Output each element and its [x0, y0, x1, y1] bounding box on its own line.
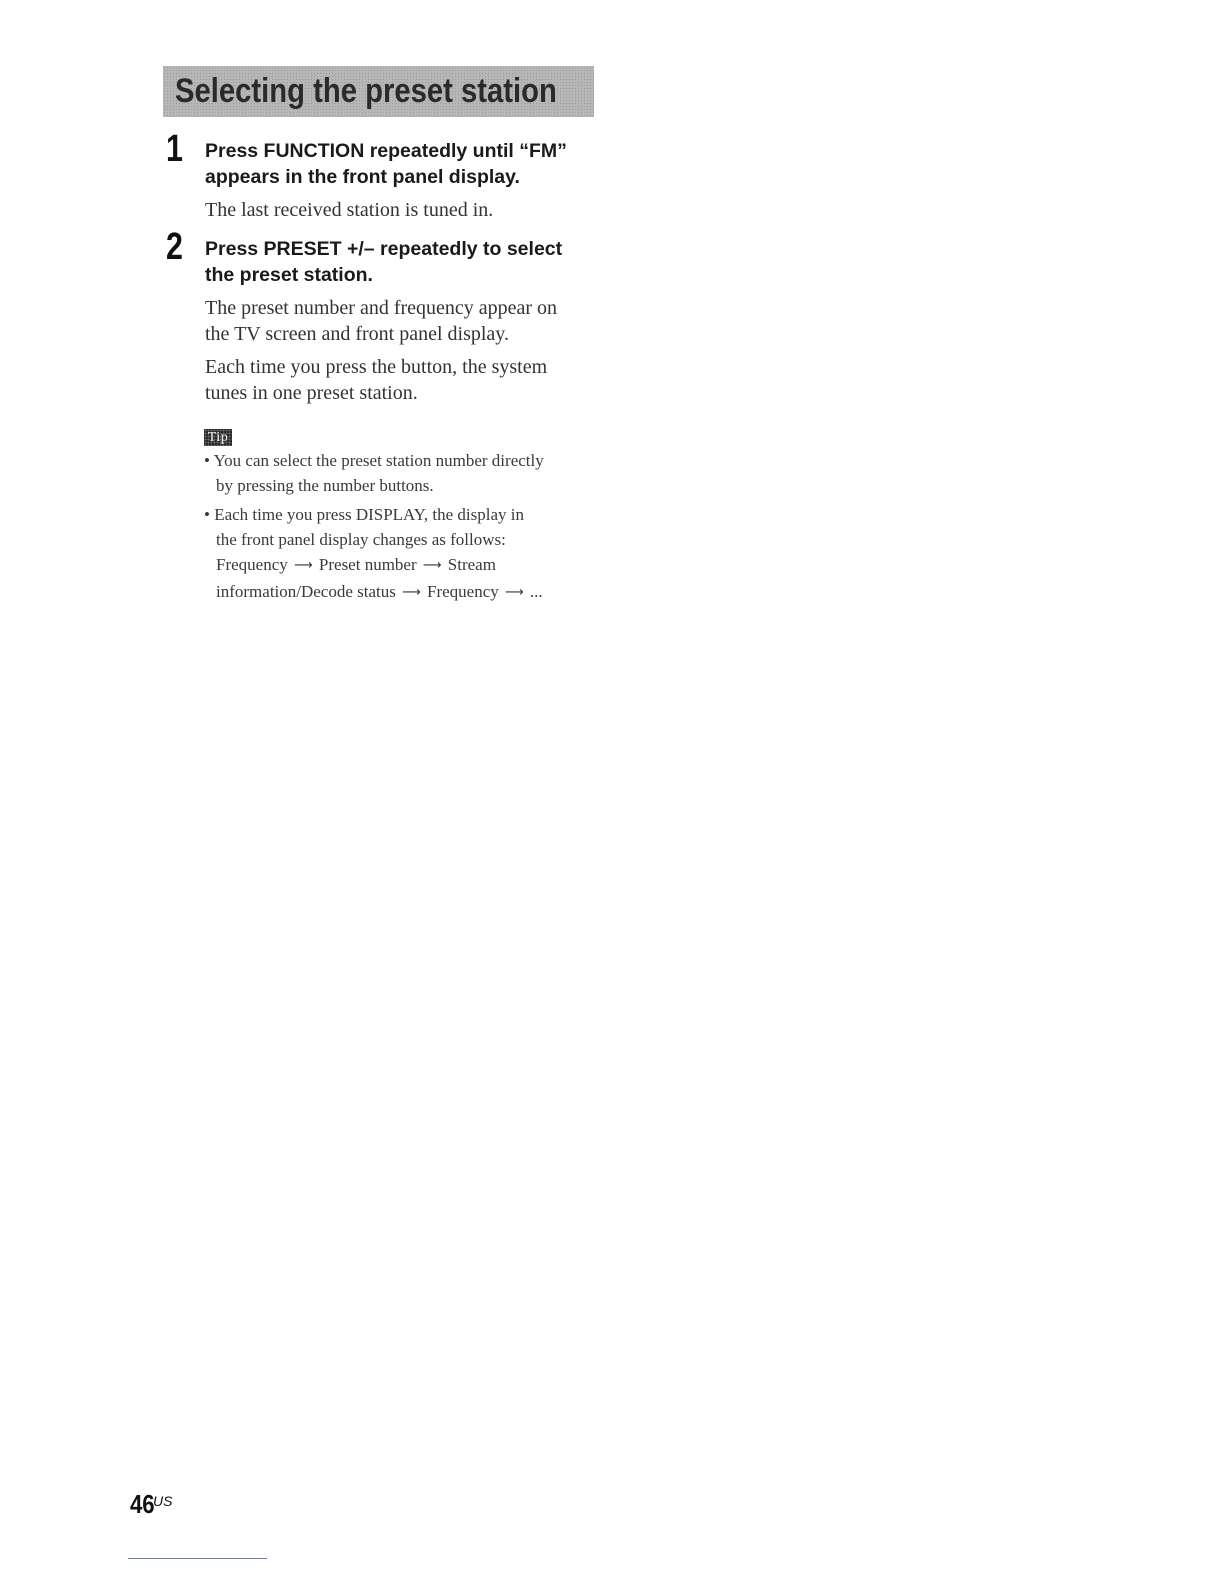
step-1-heading [205, 138, 605, 190]
right-arrow-icon: ⟶ [294, 558, 313, 573]
right-arrow-icon: ⟶ [422, 558, 442, 573]
sequence-item: ... [529, 582, 543, 601]
step-1-heading-line: appears in the front panel display. [205, 166, 520, 188]
step-2-heading [205, 236, 605, 288]
tip-line: • Each time you press DISPLAY, the display in [204, 505, 524, 524]
section-header [163, 66, 594, 117]
page-number: 46 [130, 1489, 155, 1519]
step-2-body-line: The preset number and frequency appear on [205, 297, 558, 319]
tip-badge: Tip [204, 429, 232, 446]
page-suffix: US [153, 1493, 173, 1509]
section-title: Selecting the preset station [175, 72, 557, 110]
step-number-2: 2 [166, 226, 183, 268]
footer-rule [128, 1558, 267, 1559]
sequence-item: Preset number [318, 555, 417, 574]
tip-item [204, 448, 616, 498]
tip-line: the front panel display changes as follows: [216, 530, 506, 549]
right-arrow-icon: ⟶ [402, 585, 421, 600]
tip-sequence-line [216, 579, 616, 606]
tip-line: by pressing the number buttons. [216, 476, 434, 495]
step-2-body-line: Each time you press the button, the system [205, 356, 548, 378]
tip-line: • You can select the preset station number directly [204, 451, 544, 470]
tip-item [204, 502, 616, 606]
step-number-1: 1 [166, 128, 183, 170]
step-1-body: The last received station is tuned in. [205, 199, 494, 221]
step-2-body-paragraph [205, 354, 605, 406]
step-2-heading-line: Press PRESET +/– repeatedly to select [205, 238, 563, 260]
step-2-body-line: tunes in one preset station. [205, 382, 418, 404]
sequence-item: Frequency [216, 555, 288, 574]
step-2-body-paragraph [205, 295, 605, 347]
step-2-body-line: the TV screen and front panel display. [205, 323, 509, 345]
tip-sequence-line [216, 552, 616, 579]
right-arrow-icon: ⟶ [505, 585, 524, 600]
sequence-item: information/Decode status [216, 582, 396, 601]
sequence-item: Frequency [427, 582, 499, 601]
step-1-heading-line: Press FUNCTION repeatedly until “FM” [205, 140, 567, 162]
sequence-item: Stream [447, 555, 496, 574]
step-2-heading-line: the preset station. [205, 264, 373, 286]
